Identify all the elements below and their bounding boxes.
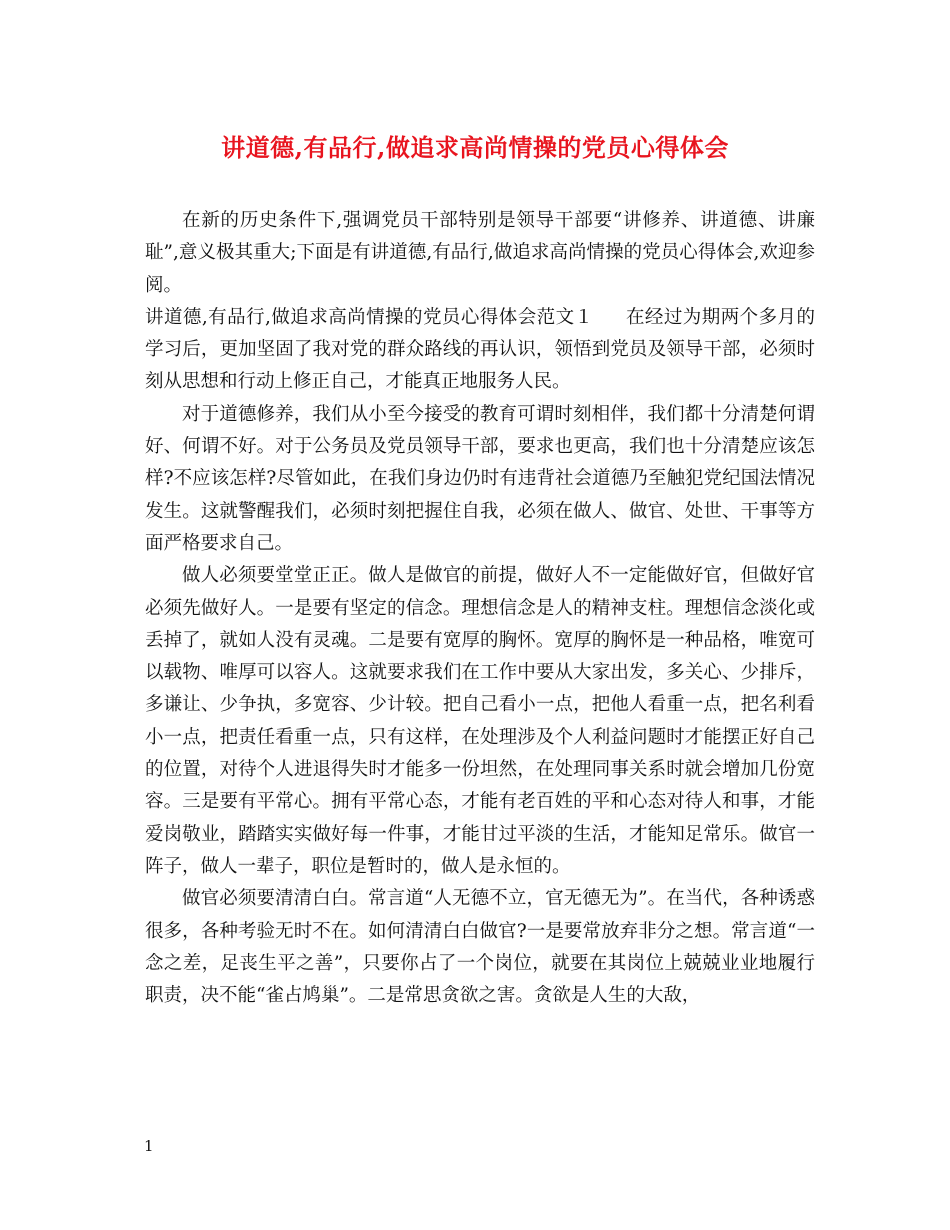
paragraph-be-clean: 做官必须要清清白白。常言道“人无德不立，官无德无为”。在当代，各种诱惑很多，各种考验无时不在。如何清清白白做官?一是要常放弃非分之想。常言道“一念之差，足丧生平之善”，只要你占了一个岗位，就要在其岗位上兢兢业业地履行职责，决不能“雀占鸠巢”。二是常思贪欲之害。贪欲是人生的大敌， [145, 888, 815, 1007]
sample-heading: 讲道德,有品行,做追求高尚情操的党员心得体会范文１ [145, 306, 594, 328]
paragraph-be-upright: 做人必须要堂堂正正。做人是做官的前提，做好人不一定能做好官，但做好官必须先做好人。一是要有坚定的信念。理想信念是人的精神支柱。理想信念淡化或丢掉了，就如人没有灵魂。二是要有宽厚的胸怀。宽厚的胸怀是一种品格，唯宽可以载物、唯厚可以容人。这就要求我们在工作中要从大家出发，多关心、少排斥，多谦让、少争执，多宽容、少计较。把自己看小一点，把他人看重一点，把名利看小一点，把责任看重一点，只有这样，在处理涉及个人利益问题时才能摆正好自己的位置，对待个人进退得失时才能多一份坦然，在处理同事关系时就会增加几份宽容。三是要有平常心。拥有平常心态，才能有老百姓的平和心态对待人和事，才能爱岗敬业，踏踏实实做好每一件事，才能甘过平淡的生活，才能知足常乐。做官一阵子，做人一辈子，职位是暂时的，做人是永恒的。 [145, 565, 815, 877]
paragraph-sample [145, 302, 815, 399]
document-body [145, 205, 815, 1012]
page-number: 1 [144, 1137, 154, 1155]
paragraph-morality: 对于道德修养，我们从小至今接受的教育可谓时刻相伴，我们都十分清楚何谓好、何谓不好。对于公务员及党员领导干部，要求也更高，我们也十分清楚应该怎样?不应该怎样?尽管如此，在我们身边仍时有违背社会道德乃至触犯党纪国法情况发生。这就警醒我们，必须时刻把握住自我，必须在做人、做官、处世、干事等方面严格要求自己。 [145, 403, 815, 554]
document-title: 讲道德,有品行,做追求高尚情操的党员心得体会 [221, 133, 729, 162]
paragraph-intro: 在新的历史条件下,强调党员干部特别是领导干部要“讲修养、讲道德、讲廉耻”,意义极其重大;下面是有讲道德,有品行,做追求高尚情操的党员心得体会,欢迎参阅。 [145, 210, 815, 296]
sample-text: 在经过为期两个多月的学习后，更加坚固了我对党的群众路线的再认识，领悟到党员及领导干部，必须时刻从思想和行动上修正自己，才能真正地服务人民。 [145, 306, 815, 393]
